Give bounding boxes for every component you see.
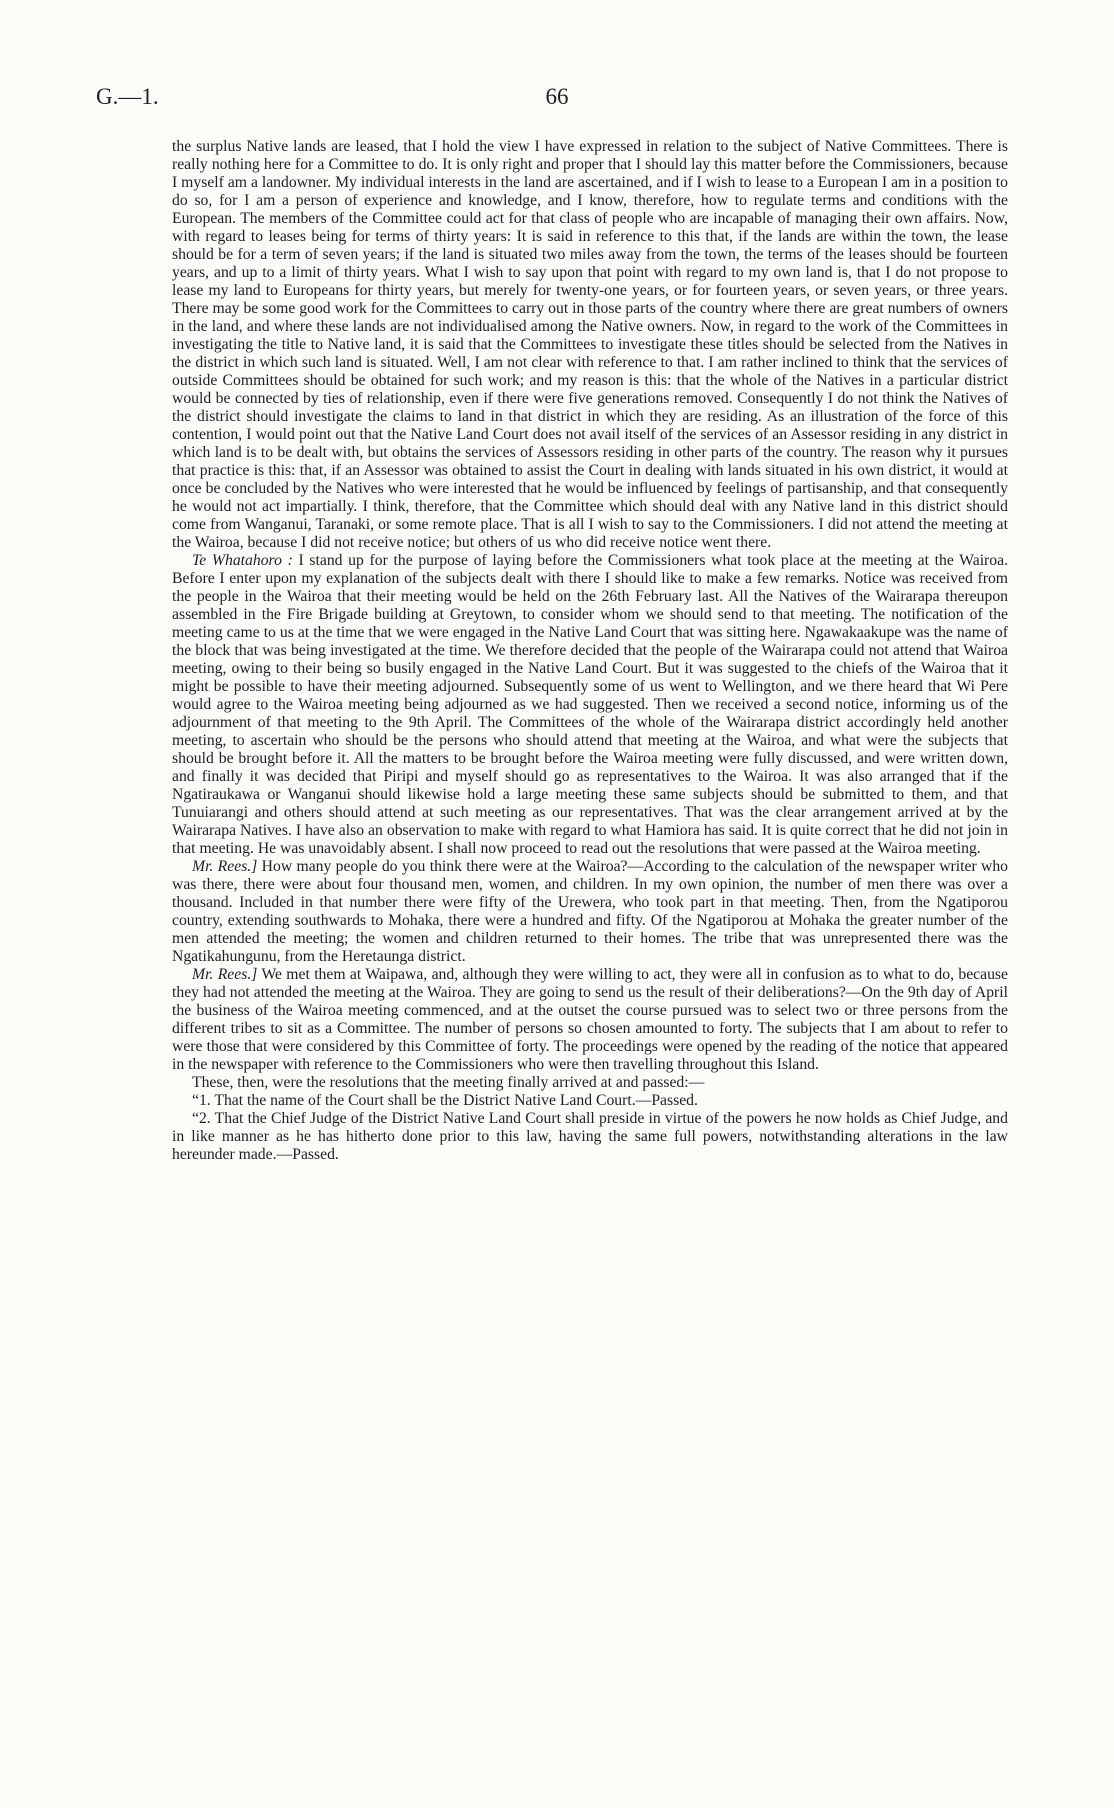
paragraph-text: We met them at Waipawa, and, although they were willing to act, they were all in confusion as to what to do, because they had not attended the meeting at the Wairoa. They are going to send us the result of their deliberations?—On the 9th day of April the business of the Wairoa meeting commenced, and at the outset the course pursued was to select two or three persons from the different tribes to sit as a Committee. The number of persons so chosen amounted to forty. The subjects that I am about to refer to were those that were considered by this Committee of forty. The proceedings were opened by the reading of the notice that appeared in the newspaper with reference to the Commissioners who were then travelling throughout this Island. <box>172 966 1008 1073</box>
document-code: G.—1. <box>96 84 159 109</box>
page-header <box>0 84 1114 114</box>
paragraph-text: “1. That the name of the Court shall be the District Native Land Court.—Passed. <box>192 1092 698 1109</box>
paragraph <box>172 858 1008 966</box>
paragraph-text: These, then, were the resolutions that the meeting finally arrived at and passed:— <box>192 1074 705 1091</box>
resolution-item <box>172 1110 1008 1164</box>
paragraph-text: “2. That the Chief Judge of the District Native Land Court shall preside in virtue of the powers he now holds as Chief Judge, and in like manner as he has hitherto done prior to this law, having the same full powers, notwithstanding alterations in the law hereunder made.—Passed. <box>172 1110 1008 1163</box>
paragraph <box>172 1074 1008 1092</box>
paragraph-text: How many people do you think there were at the Wairoa?—According to the calculation of the newspaper writer who was there, there were about four thousand men, women, and children. In my own opinion, the number of men there was over a thousand. Included in that number there were fifty of the Urewera, who took part in that meeting. Then, from the Ngatiporou country, extending southwards to Mohaka, there were a hundred and fifty. Of the Ngatiporou at Mohaka the greater number of the men attended the meeting; the women and children returned to their homes. The tribe that was unrepresented there was the Ngatikahungunu, from the Heretaunga district. <box>172 858 1009 965</box>
document-body <box>172 138 1008 1164</box>
paragraph <box>172 966 1008 1074</box>
paragraph <box>172 552 1008 858</box>
speaker-label: Mr. Rees.] <box>192 858 258 875</box>
speaker-label: Mr. Rees.] <box>192 966 258 983</box>
paragraph-text: I stand up for the purpose of laying before the Commissioners what took place at the meeting at the Wairoa. Before I enter upon my explanation of the subjects dealt with there I should like to make a few remarks. Notice was received from the people in the Wairoa that their meeting would be held on the 26th February last. All the Natives of the Wairarapa thereupon assembled in the Fire Brigade building at Greytown, to consider whom we should send to that meeting. The notification of the meeting came to us at the time that we were engaged in the Native Land Court that was sitting here. Ngawakaakupe was the name of the block that was being investigated at the time. We therefore decided that the people of the Wairarapa could not attend that Wairoa meeting, owing to their being so busily engaged in the Native Land Court. But it was suggested to the chiefs of the Wairoa that it might be possible to have their meeting adjourned. Subsequently some of us went to Wellington, and we there heard that Wi Pere would agree to the Wairoa meeting being adjourned as we had suggested. Then we received a second notice, informing us of the adjournment of that meeting to the 9th April. The Committees of the whole of the Wairarapa district accordingly held another meeting, to ascertain who should be the persons who should attend that meeting at the Wairoa, and what were the subjects that should be brought before it. All the matters to be brought before the Wairoa meeting were fully discussed, and were written down, and finally it was decided that Piripi and myself should go as representatives to the Wairoa. It was also arranged that if the Ngatiraukawa or Wanganui should likewise hold a large meeting these same subjects should be submitted to them, and that Tunuiarangi and others should attend at such meeting as our representatives. That was the clear arrangement arrived at by the Wairarapa Natives. I have also an observation to make with regard to what Hamiora has said. It is quite correct that he did not join in that meeting. He was unavoidably absent. I shall now proceed to read out the resolutions that were passed at the Wairoa meeting. <box>172 552 1009 857</box>
speaker-label: Te Whatahoro : <box>192 552 293 569</box>
paragraph <box>172 138 1008 552</box>
resolution-item <box>172 1092 1008 1110</box>
paragraph-text: the surplus Native lands are leased, that I hold the view I have expressed in relation to the subject of Native Committees. There is really nothing here for a Committee to do. It is only right and proper that I should lay this matter before the Commissioners, because I myself am a landowner. My individual interests in the land are ascertained, and if I wish to lease to a European I am in a position to do so, for I am a person of experience and knowledge, and I know, therefore, how to regulate terms and conditions with the European. The members of the Committee could act for that class of people who are incapable of managing their own affairs. Now, with regard to leases being for terms of thirty years: It is said in reference to this that, if the lands are within the town, the lease should be for a term of seven years; if the land is situated two miles away from the town, the terms of the leases should be fourteen years, and up to a limit of thirty years. What I wish to say upon that point with regard to my own land is, that I do not propose to lease my land to Europeans for thirty years, but merely for twenty-one years, or for fourteen years, or seven years, or three years. There may be some good work for the Committees to carry out in those parts of the country where there are great numbers of owners in the land, and where these lands are not individualised among the Native owners. Now, in regard to the work of the Committees in investigating the title to Native land, it is said that the Committees to investigate these titles should be selected from the Natives in the district in which such land is situated. Well, I am not clear with reference to that. I am rather inclined to think that the services of outside Committees should be obtained for such work; and my reason is this: that the whole of the Natives in a particular district would be connected by ties of relationship, even if there were five generations removed. Consequently I do not think the Natives of the district should investigate the claims to land in that district in which they are residing. As an illustration of the force of this contention, I would point out that the Native Land Court does not avail itself of the services of an Assessor residing in any district in which land is to be dealt with, but obtains the services of Assessors residing in other parts of the country. The reason why it pursues that practice is this: that, if an Assessor was obtained to assist the Court in dealing with lands situated in his own district, it would at once be concluded by the Natives who were interested that he would be influenced by feelings of partisanship, and that consequently he would not act impartially. I think, therefore, that the Committee which should deal with any Native land in this district should come from Wanganui, Taranaki, or some remote place. That is all I wish to say to the Commissioners. I did not attend the meeting at the Wairoa, because I did not receive notice; but others of us who did receive notice went there. <box>172 138 1008 551</box>
page-number: 66 <box>545 84 569 109</box>
